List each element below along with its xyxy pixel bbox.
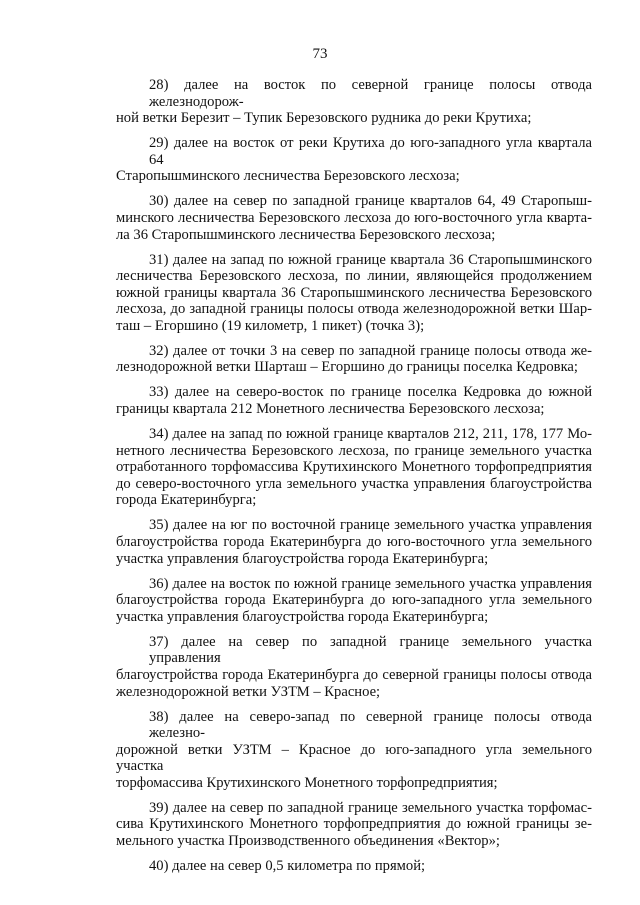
paragraph-line: 30) далее на север по западной границе кварталов 64, 49 Старопыш- xyxy=(149,193,592,210)
paragraph-line: железнодорожной ветки УЗТМ – Красное; xyxy=(116,683,381,700)
paragraph xyxy=(116,634,592,700)
paragraph-line: лезнодорожной ветки Шарташ – Егоршино до границы поселка Кедровка; xyxy=(116,359,578,376)
paragraph-line: ной ветки Березит – Тупик Березовского рудника до реки Крутиха; xyxy=(116,110,532,127)
paragraph xyxy=(116,193,592,243)
paragraph-line: Старопышминского лесничества Березовского лесхоза; xyxy=(116,168,460,185)
paragraph-line: 35) далее на юг по восточной границе земельного участка управления xyxy=(149,517,592,534)
paragraph xyxy=(116,252,592,335)
paragraph-line: 28) далее на восток по северной границе полосы отвода железнодорож- xyxy=(149,77,592,110)
paragraph-line: лесничества Березовского лесхоза, по линии, являющейся продолжением xyxy=(116,268,592,285)
paragraph-line: 29) далее на восток от реки Крутиха до юго-западного угла квартала 64 xyxy=(149,135,592,168)
paragraph-line: 33) далее на северо-восток по границе поселка Кедровка до южной xyxy=(149,384,592,401)
paragraph xyxy=(116,709,592,792)
paragraph-line: 36) далее на восток по южной границе земельного участка управления xyxy=(149,575,592,592)
paragraph-line: участка управления благоустройства города Екатеринбурга; xyxy=(116,608,489,625)
paragraph-line: города Екатеринбурга; xyxy=(116,492,257,509)
paragraph xyxy=(116,426,592,509)
paragraph-line: южной границы квартала 36 Старопышминского лесничества Березовского xyxy=(116,284,592,301)
paragraph-line: благоустройства города Екатеринбурга до северной границы полосы отвода xyxy=(116,666,592,683)
paragraph xyxy=(116,135,592,185)
paragraph-line: 31) далее на запад по южной границе квартала 36 Старопышминского xyxy=(149,251,592,268)
paragraph-line: 34) далее на запад по южной границе кварталов 212, 211, 178, 177 Мо- xyxy=(149,426,592,443)
paragraph-line: до северо-восточного угла земельного участка управления благоустройства xyxy=(116,475,592,492)
paragraph-line: 39) далее на север по западной границе земельного участка торфомас- xyxy=(149,799,592,816)
paragraph xyxy=(116,77,592,127)
paragraph-line: отработанного торфомассива Крутихинского Монетного торфопредприятия xyxy=(116,459,592,476)
paragraph-line: мельного участка Производственного объединения «Вектор»; xyxy=(116,833,500,850)
paragraph-line: 37) далее на север по западной границе земельного участка управления xyxy=(149,633,592,667)
paragraph-line: участка управления благоустройства города Екатеринбурга; xyxy=(116,550,489,567)
paragraph-line: ла 36 Старопышминского лесничества Березовского лесхоза; xyxy=(116,226,496,243)
paragraph-line: благоустройства города Екатеринбурга до юго-восточного угла земельного xyxy=(116,533,592,550)
paragraph xyxy=(116,343,592,376)
paragraph-line: границы квартала 212 Монетного лесничества Березовского лесхоза; xyxy=(116,401,545,418)
paragraph-line: 32) далее от точки 3 на север по западной границе полосы отвода же- xyxy=(149,342,592,359)
paragraph xyxy=(116,384,592,417)
paragraph xyxy=(116,858,592,875)
paragraph-line: 40) далее на север 0,5 километра по прямой; xyxy=(149,858,426,875)
paragraph-line: сива Крутихинского Монетного торфопредприятия до южной границы зе- xyxy=(116,816,592,833)
document-body xyxy=(116,77,592,883)
paragraph xyxy=(116,576,592,626)
page-number: 73 xyxy=(312,46,328,62)
paragraph-line: лесхоза, до западной границы полосы отвода железнодорожной ветки Шар- xyxy=(116,301,592,318)
paragraph-line: нетного лесничества Березовского лесхоза, по границе земельного участка xyxy=(116,442,592,459)
paragraph-line: благоустройства города Екатеринбурга до юго-западного угла земельного xyxy=(116,592,592,609)
paragraph xyxy=(116,517,592,567)
paragraph xyxy=(116,800,592,850)
paragraph-line: 38) далее на северо-запад по северной границе полосы отвода железно- xyxy=(149,708,592,742)
paragraph-line: таш – Егоршино (19 километр, 1 пикет) (точка 3); xyxy=(116,317,425,334)
paragraph-line: дорожной ветки УЗТМ – Красное до юго-западного угла земельного участка xyxy=(116,741,592,775)
paragraph-line: торфомассива Крутихинского Монетного торфопредприятия; xyxy=(116,774,498,791)
paragraph-line: минского лесничества Березовского лесхоза до юго-восточного угла кварта- xyxy=(116,209,592,226)
